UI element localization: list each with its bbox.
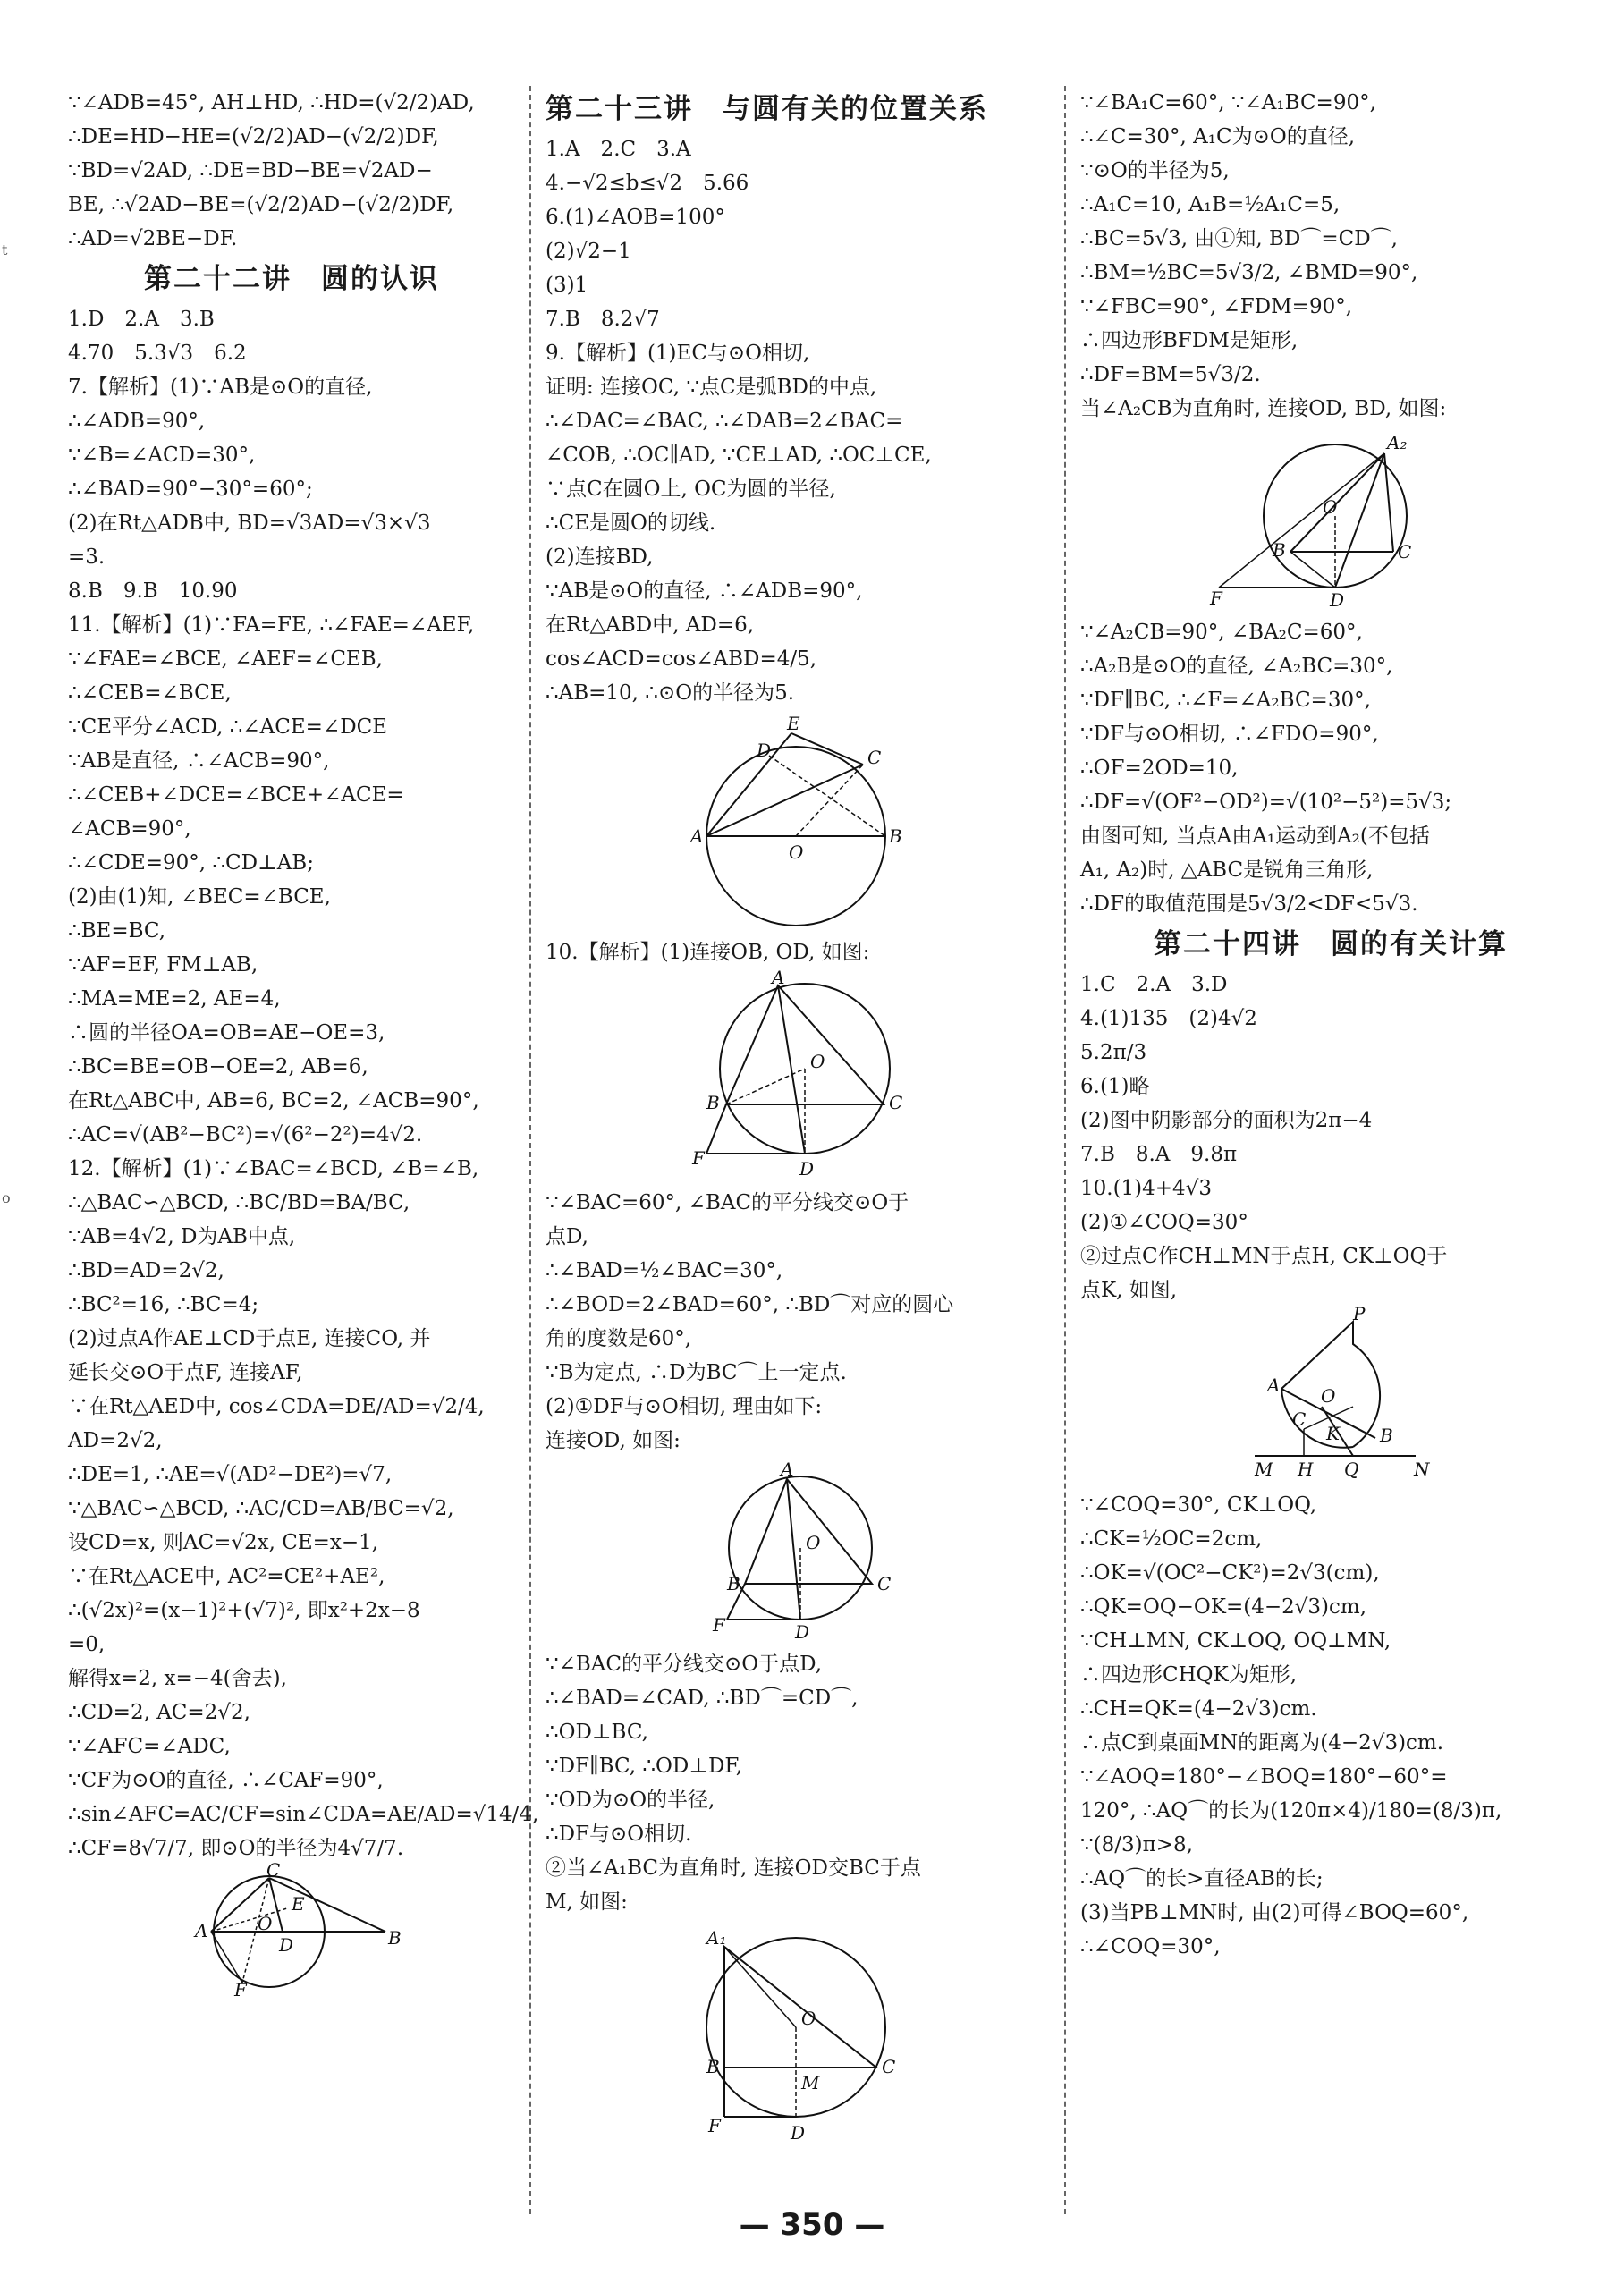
text-line: ∵OD为⊙O的半径,	[546, 1789, 715, 1812]
text-line: ∴四边形CHQK为矩形,	[1080, 1663, 1298, 1687]
fig-label: A₂	[1387, 432, 1408, 453]
fig-label: F	[234, 1979, 247, 2000]
section-heading: 第二十四讲 圆的有关计算	[1154, 928, 1508, 960]
text-line: ∴BC=BE=OB−OE=2, AB=6,	[68, 1055, 368, 1078]
text-line: 7.B 8.2√7	[546, 308, 660, 331]
col2-text-4	[546, 1647, 1046, 1919]
text-line: 12.【解析】(1)∵∠BAC=∠BCD, ∠B=∠B,	[68, 1157, 479, 1180]
text-line: ∵∠AOQ=180°−∠BOQ=180°−60°=	[1080, 1765, 1448, 1789]
text-line: ∵∠FBC=90°, ∠FDM=90°,	[1080, 295, 1353, 318]
text-line: ∴OK=√(OC²−CK²)=2√3(cm),	[1080, 1561, 1380, 1585]
section-heading: 第二十二讲 圆的认识	[144, 263, 439, 295]
text-line: ∵在Rt△AED中, cos∠CDA=DE/AD=√2/4,	[68, 1395, 485, 1418]
text-line: ∵∠BAC=60°, ∠BAC的平分线交⊙O于	[546, 1191, 909, 1214]
fig-label: A	[781, 1459, 794, 1480]
text-line: ∵∠COQ=30°, CK⊥OQ,	[1080, 1493, 1317, 1517]
text-line: 由图可知, 当点A由A₁运动到A₂(不包括	[1080, 825, 1430, 848]
text-line: ∴AD=√2BE−DF.	[68, 227, 238, 250]
fig-label: D	[795, 1621, 810, 1643]
text-line: ∴DE=1, ∴AE=√(AD²−DE²)=√7,	[68, 1463, 393, 1486]
text-line: ∴CD=2, AC=2√2,	[68, 1701, 250, 1724]
text-line: ∴DF=BM=5√3/2.	[1080, 363, 1261, 386]
text-line: ∵CF为⊙O的直径, ∴∠CAF=90°,	[68, 1769, 384, 1792]
text-line: 点D,	[546, 1225, 588, 1248]
text-line: ∴∠C=30°, A₁C为⊙O的直径,	[1080, 125, 1356, 148]
text-line: ∵∠BA₁C=60°, ∵∠A₁BC=90°,	[1080, 91, 1376, 114]
text-line: ∴AQ⌒的长>直径AB的长;	[1080, 1867, 1324, 1890]
fig-label: C	[877, 1573, 892, 1594]
text-line: 120°, ∴AQ⌒的长为(120π×4)/180=(8/3)π,	[1080, 1799, 1502, 1823]
text-line: ②过点C作CH⊥MN于点H, CK⊥OQ于	[1080, 1245, 1448, 1268]
text-line: ∴AB=10, ∴⊙O的半径为5.	[546, 681, 795, 705]
text-line: 7.【解析】(1)∵AB是⊙O的直径,	[68, 376, 373, 399]
text-line: ∴DF=√(OF²−OD²)=√(10²−5²)=5√3;	[1080, 791, 1452, 814]
fig-label: Q	[1344, 1459, 1359, 1480]
text-line: ∵BD=√2AD, ∴DE=BD−BE=√2AD−	[68, 159, 433, 182]
text-line: 7.B 8.A 9.8π	[1080, 1143, 1238, 1166]
text-line: ②当∠A₁BC为直角时, 连接OD交BC于点	[546, 1856, 921, 1880]
col3-text-2	[1080, 615, 1581, 921]
text-line: ∴AC=√(AB²−BC²)=√(6²−2²)=4√2.	[68, 1123, 423, 1146]
fig-label: B	[1380, 1425, 1393, 1446]
text-line: ∵DF∥BC, ∴∠F=∠A₂BC=30°,	[1080, 689, 1371, 712]
text-line: =0,	[68, 1633, 106, 1656]
text-line: 延长交⊙O于点F, 连接AF,	[68, 1361, 303, 1384]
text-line: ∴∠CEB=∠BCE,	[68, 681, 232, 705]
fig-label: A	[195, 1920, 208, 1941]
fig-label: O	[789, 842, 804, 863]
edge-mark: o	[2, 1189, 11, 1206]
text-line: 设CD=x, 则AC=√2x, CE=x−1,	[68, 1531, 379, 1554]
figure-circle-10b	[693, 1459, 899, 1643]
text-line: 8.B 9.B 10.90	[68, 579, 238, 603]
fig-label: A	[772, 967, 785, 988]
figure-sector	[1219, 1303, 1442, 1483]
figure-circle-10c	[689, 1924, 903, 2148]
section-heading: 第二十三讲 与圆有关的位置关系	[546, 93, 988, 125]
text-line: ∴CE是圆O的切线.	[546, 512, 716, 535]
text-line: ∴圆的半径OA=OB=AE−OE=3,	[68, 1021, 385, 1045]
text-line: ∴DF的取值范围是5√3/2<DF<5√3.	[1080, 892, 1418, 916]
fig-label: O	[258, 1913, 273, 1934]
text-line: 11.【解析】(1)∵FA=FE, ∴∠FAE=∠AEF,	[68, 613, 475, 637]
text-line: ∴QK=OQ−OK=(4−2√3)cm,	[1080, 1595, 1367, 1619]
fig-label: C	[1398, 541, 1412, 562]
fig-label: M	[1255, 1459, 1273, 1480]
text-line: 1.A 2.C 3.A	[546, 138, 691, 161]
text-line: 4.70 5.3√3 6.2	[68, 342, 247, 365]
text-line: ∵∠ADB=45°, AH⊥HD, ∴HD=(√2/2)AD,	[68, 91, 475, 114]
text-line: ∵CE平分∠ACD, ∴∠ACE=∠DCE	[68, 715, 388, 739]
text-line: (3)1	[546, 274, 588, 297]
text-line: ∴sin∠AFC=AC/CF=sin∠CDA=AE/AD=√14/4,	[68, 1803, 539, 1826]
text-line: ∴A₁C=10, A₁B=½A₁C=5,	[1080, 193, 1341, 216]
fig-label: D	[279, 1934, 294, 1956]
text-line: (2)图中阴影部分的面积为2π−4	[1080, 1109, 1373, 1132]
text-line: ∴∠BOD=2∠BAD=60°, ∴BD⌒对应的圆心	[546, 1293, 954, 1316]
col1-top-text	[68, 86, 515, 256]
text-line: ∵∠FAE=∠BCE, ∠AEF=∠CEB,	[68, 647, 383, 671]
text-line: ∵在Rt△ACE中, AC²=CE²+AE²,	[68, 1565, 385, 1588]
text-line: ∴∠BAD=∠CAD, ∴BD⌒=CD⌒,	[546, 1687, 859, 1710]
fig-label: B	[1273, 539, 1286, 561]
text-line: ∴BM=½BC=5√3/2, ∠BMD=90°,	[1080, 261, 1418, 284]
text-line: ∴△BAC∽△BCD, ∴BC/BD=BA/BC,	[68, 1191, 410, 1214]
fig-label: E	[292, 1893, 305, 1915]
text-line: 6.(1)略	[1080, 1075, 1150, 1098]
fig-label: A₁	[706, 1927, 727, 1949]
fig-label: K	[1326, 1423, 1340, 1444]
fig-label: B	[388, 1927, 402, 1949]
text-line: ∴四边形BFDM是矩形,	[1080, 329, 1298, 352]
text-line: ∴∠DAC=∠BAC, ∴∠DAB=2∠BAC=	[546, 410, 903, 433]
text-line: 角的度数是60°,	[546, 1327, 692, 1350]
text-line: ∵AB=4√2, D为AB中点,	[68, 1225, 296, 1248]
text-line: 当∠A₂CB为直角时, 连接OD, BD, 如图:	[1080, 397, 1447, 420]
text-line: cos∠ACD=cos∠ABD=4/5,	[546, 647, 817, 671]
fig-label: F	[713, 1614, 725, 1636]
text-line: ∵(8/3)π>8,	[1080, 1833, 1193, 1856]
column-divider	[529, 86, 531, 2214]
text-line: ∵∠BAC的平分线交⊙O于点D,	[546, 1653, 823, 1676]
text-line: ∴点C到桌面MN的距离为(4−2√3)cm.	[1080, 1731, 1444, 1755]
text-line: 在Rt△ABD中, AD=6,	[546, 613, 755, 637]
page-number: — 350 —	[739, 2207, 885, 2243]
text-line: (2)连接BD,	[546, 546, 654, 569]
text-line: ∵DF与⊙O相切, ∴∠FDO=90°,	[1080, 723, 1379, 746]
text-line: 10.【解析】(1)连接OB, OD, 如图:	[546, 941, 870, 964]
text-line: ∵AF=EF, FM⊥AB,	[68, 953, 258, 977]
fig-label: C	[889, 1092, 903, 1113]
fig-label: C	[266, 1859, 281, 1881]
fig-label: B	[727, 1573, 740, 1594]
text-line: ∠ACB=90°,	[68, 817, 191, 841]
text-line: ∴OF=2OD=10,	[1080, 757, 1239, 780]
fig-label: N	[1414, 1459, 1430, 1480]
text-line: 1.C 2.A 3.D	[1080, 973, 1228, 996]
fig-label: A	[1267, 1374, 1281, 1396]
fig-label: C	[867, 747, 882, 768]
col2-text-1	[546, 132, 1046, 710]
text-line: ∵△BAC∽△BCD, ∴AC/CD=AB/BC=√2,	[68, 1497, 454, 1520]
text-line: 解得x=2, x=−4(舍去),	[68, 1667, 287, 1690]
text-line: ∴A₂B是⊙O的直径, ∠A₂BC=30°,	[1080, 655, 1393, 678]
text-line: ∴(√2x)²=(x−1)²+(√7)², 即x²+2x−8	[68, 1599, 420, 1622]
text-line: ∵⊙O的半径为5,	[1080, 159, 1230, 182]
text-line: ∴BE=BC,	[68, 919, 166, 943]
fig-label: B	[706, 1092, 720, 1113]
text-line: ∵CH⊥MN, CK⊥OQ, OQ⊥MN,	[1080, 1629, 1391, 1653]
text-line: (2)①∠COQ=30°	[1080, 1211, 1248, 1234]
fig-label: F	[1210, 588, 1222, 609]
text-line: ∴CK=½OC=2cm,	[1080, 1527, 1263, 1551]
text-line: ∴DF与⊙O相切.	[546, 1823, 692, 1846]
text-line: (3)当PB⊥MN时, 由(2)可得∠BOQ=60°,	[1080, 1901, 1469, 1924]
text-line: 4.(1)135 (2)4√2	[1080, 1007, 1257, 1030]
fig-label: P	[1353, 1303, 1366, 1324]
fig-label: O	[1321, 1385, 1336, 1407]
fig-label: D	[799, 1158, 815, 1180]
text-line: (2)在Rt△ADB中, BD=√3AD=√3×√3	[68, 512, 431, 535]
text-line: 连接OD, 如图:	[546, 1429, 681, 1452]
text-line: ∵∠AFC=∠ADC,	[68, 1735, 231, 1758]
text-line: ∵∠B=∠ACD=30°,	[68, 444, 256, 467]
text-line: (2)①DF与⊙O相切, 理由如下:	[546, 1395, 823, 1418]
text-line: ∵AB是⊙O的直径, ∴∠ADB=90°,	[546, 579, 863, 603]
text-line: 10.(1)4+4√3	[1080, 1177, 1212, 1200]
text-line: AD=2√2,	[68, 1429, 163, 1452]
fig-label: A	[690, 825, 704, 847]
text-line: ∴BC²=16, ∴BC=4;	[68, 1293, 259, 1316]
fig-label: D	[1330, 589, 1345, 611]
col3-text-3	[1080, 968, 1581, 1307]
text-line: =3.	[68, 546, 106, 569]
text-line: ∵B为定点, ∴D为BC⌒上一定点.	[546, 1361, 847, 1384]
fig-label: D	[757, 740, 772, 761]
column-1	[68, 86, 539, 2001]
text-line: 点K, 如图,	[1080, 1279, 1178, 1302]
fig-label: O	[1323, 496, 1338, 518]
text-line: 5.2π/3	[1080, 1041, 1147, 1064]
col3-text-4	[1080, 1488, 1581, 1964]
text-line: ∴∠CEB+∠DCE=∠BCE+∠ACE=	[68, 783, 404, 807]
text-line: 4.−√2≤b≤√2 5.66	[546, 172, 749, 195]
text-line: M, 如图:	[546, 1890, 628, 1914]
col1-body-text	[68, 302, 539, 1865]
fig-label: M	[801, 2072, 820, 2093]
figure-circle-a2	[1201, 431, 1460, 610]
text-line: ∴CF=8√7/7, 即⊙O的半径为4√7/7.	[68, 1837, 404, 1860]
text-line: ∵AB是直径, ∴∠ACB=90°,	[68, 749, 330, 773]
text-line: ∵∠A₂CB=90°, ∠BA₂C=60°,	[1080, 621, 1363, 644]
fig-label: C	[882, 2056, 896, 2077]
fig-label: O	[810, 1051, 825, 1072]
fig-label: D	[791, 2122, 806, 2144]
col3-text-1	[1080, 86, 1581, 426]
text-line: ∴OD⊥BC,	[546, 1721, 648, 1744]
text-line: (2)过点A作AE⊥CD于点E, 连接CO, 并	[68, 1327, 431, 1350]
column-2	[546, 86, 1046, 2153]
fig-label: F	[692, 1147, 705, 1169]
edge-mark: t	[2, 241, 8, 258]
text-line: ∴∠BAD=½∠BAC=30°,	[546, 1259, 783, 1282]
text-line: ∴MA=ME=2, AE=4,	[68, 987, 281, 1011]
column-3	[1080, 86, 1581, 1964]
col2-text-3	[546, 1186, 1046, 1458]
fig-label: O	[801, 2008, 816, 2029]
text-line: (2)由(1)知, ∠BEC=∠BCE,	[68, 885, 331, 909]
text-line: ∵DF∥BC, ∴OD⊥DF,	[546, 1755, 743, 1778]
text-line: 证明: 连接OC, ∵点C是弧BD的中点,	[546, 376, 877, 399]
fig-label: C	[1292, 1408, 1307, 1430]
text-line: ∴∠BAD=90°−30°=60°;	[68, 478, 313, 501]
text-line: ∴BD=AD=2√2,	[68, 1259, 224, 1282]
fig-label: B	[706, 2056, 720, 2077]
text-line: ∠COB, ∴OC∥AD, ∵CE⊥AD, ∴OC⊥CE,	[546, 444, 932, 467]
column-divider	[1064, 86, 1066, 2214]
figure-circle-10a	[680, 967, 912, 1180]
text-line: ∴DE=HD−HE=(√2/2)AD−(√2/2)DF,	[68, 125, 439, 148]
fig-label: E	[787, 713, 800, 734]
text-line: 6.(1)∠AOB=100°	[546, 206, 725, 229]
text-line: (2)√2−1	[546, 240, 631, 263]
text-line: 9.【解析】(1)EC与⊙O相切,	[546, 342, 810, 365]
figure-circle-12	[157, 1859, 426, 2000]
col2-text-2	[546, 935, 1046, 969]
text-line: 在Rt△ABC中, AB=6, BC=2, ∠ACB=90°,	[68, 1089, 479, 1112]
text-line: ∴∠COQ=30°,	[1080, 1935, 1221, 1958]
text-line: 1.D 2.A 3.B	[68, 308, 215, 331]
text-line: A₁, A₂)时, △ABC是锐角三角形,	[1080, 858, 1374, 882]
text-line: ∴∠ADB=90°,	[68, 410, 206, 433]
text-line: ∵点C在圆O上, OC为圆的半径,	[546, 478, 836, 501]
fig-label: O	[806, 1532, 821, 1553]
text-line: BE, ∴√2AD−BE=(√2/2)AD−(√2/2)DF,	[68, 193, 454, 216]
text-line: ∴BC=5√3, 由①知, BD⌒=CD⌒,	[1080, 227, 1398, 250]
text-line: ∴∠CDE=90°, ∴CD⊥AB;	[68, 851, 314, 875]
fig-label: H	[1298, 1459, 1314, 1480]
fig-label: B	[889, 825, 902, 847]
fig-label: F	[708, 2115, 721, 2136]
binding-edge	[0, 0, 18, 2292]
text-line: ∴CH=QK=(4−2√3)cm.	[1080, 1697, 1317, 1721]
figure-circle-9	[689, 715, 903, 930]
